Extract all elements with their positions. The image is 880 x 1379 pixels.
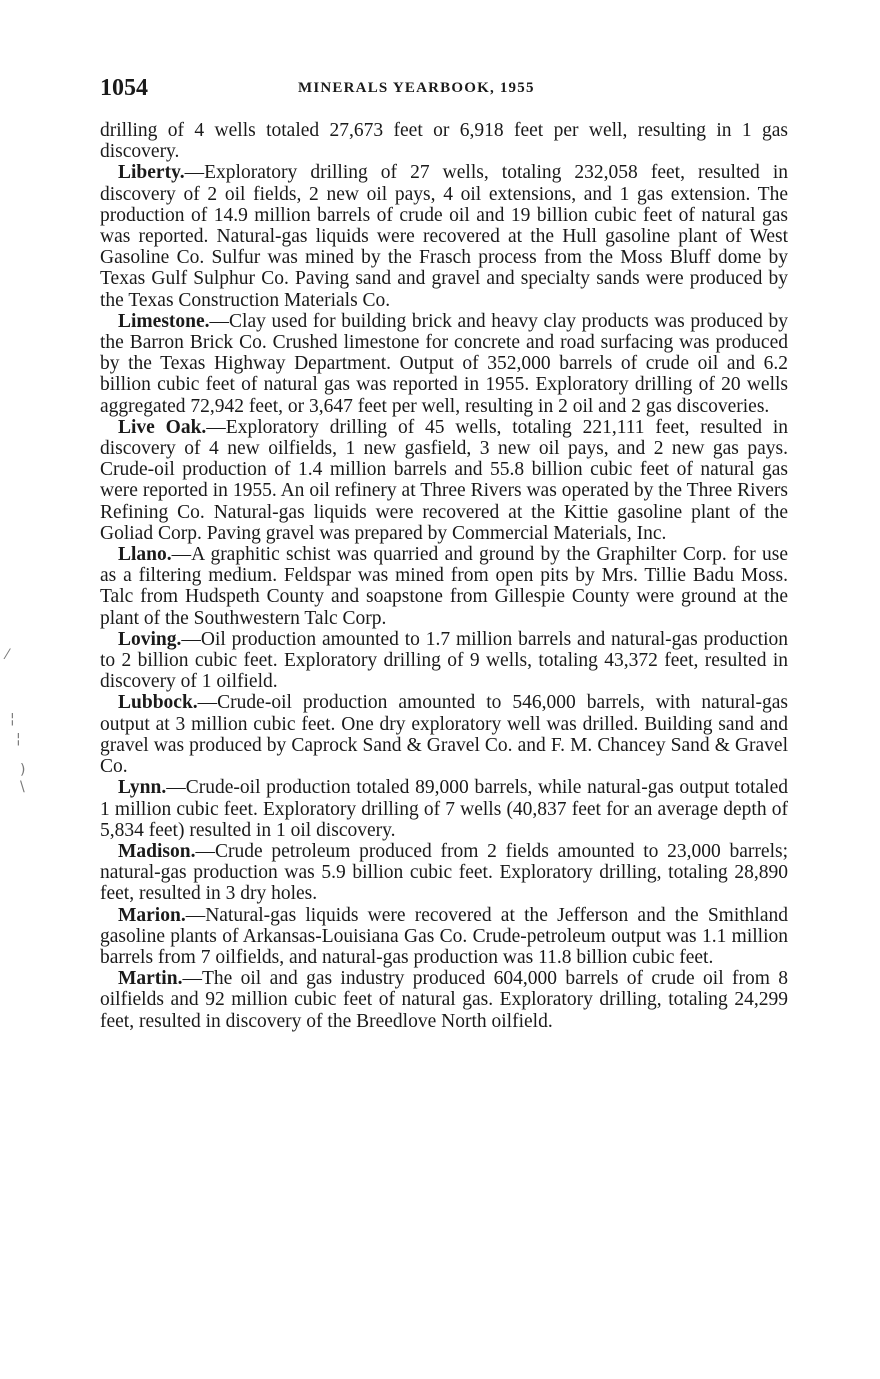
- county-entry-llano: [100, 544, 788, 629]
- county-heading: Limestone.: [118, 310, 210, 332]
- county-heading: Lubbock.: [118, 692, 198, 714]
- county-entry-live-oak: [100, 417, 788, 544]
- county-entry-loving: [100, 629, 788, 693]
- county-heading: Madison.: [118, 840, 196, 862]
- county-heading: Live Oak.: [118, 416, 207, 438]
- county-entry-lynn: [100, 777, 788, 841]
- county-text: —Oil production amounted to 1.7 million barrels and natural-gas production to 2 billion cubic feet. Exploratory drilling of 9 wells, totaling 43,372 feet, resulted in discovery of 1 oilfield.: [100, 628, 788, 693]
- continuation-paragraph: drilling of 4 wells totaled 27,673 feet or 6,918 feet per well, resulting in 1 gas discovery.: [100, 120, 788, 163]
- scan-mark: ): [20, 762, 26, 778]
- county-entry-liberty: [100, 162, 788, 310]
- county-entry-martin: [100, 968, 788, 1032]
- county-text: —A graphitic schist was quarried and ground by the Graphilter Corp. for use as a filtering medium. Feldspar was mined from open pits by Mrs. Tillie Badu Moss. Talc from Hudspeth County and soapstone from Gillespie County were ground at the plant of the Southwestern Talc Corp.: [100, 544, 788, 629]
- journal-title: MINERALS YEARBOOK, 1955: [298, 80, 535, 96]
- scan-mark: ¦: [10, 711, 15, 727]
- county-heading: Loving.: [118, 628, 182, 650]
- page-number: 1054: [100, 75, 148, 101]
- county-text: —Exploratory drilling of 45 wells, totaling 221,111 feet, resulted in discovery of 4 new oilfields, 1 new gasfield, 3 new oil pays, and 2 new gas pays. Crude-oil production of 1.4 million barrels and 55.8 billion cubic feet of natural gas were reported in 1955. An oil refinery at Three Rivers was operated by the Three Rivers Refining Co. Natural-gas liquids were recovered at the Kittie gasoline plant of the Goliad Corp. Paving gravel was prepared by Commercial Materials, Inc.: [100, 416, 788, 544]
- county-heading: Marion.: [118, 904, 186, 926]
- county-text: —Exploratory drilling of 27 wells, totaling 232,058 feet, resulted in discovery of 2 oil fields, 2 new oil pays, 4 oil extensions, and 1 gas extension. The production of 14.9 million barrels of crude oil and 19 billion cubic feet of natural gas was reported. Natural-gas liquids were recovered at the Hull gasoline plant of West Gasoline Co. Sulfur was mined by the Frasch process from the Moss Bluff dome by Texas Gulf Sulphur Co. Paving sand and gravel and specialty sands were produced by the Texas Construction Materials Co.: [100, 162, 788, 311]
- document-page: [100, 75, 788, 1032]
- county-heading: Martin.: [118, 968, 183, 990]
- county-text: —Natural-gas liquids were recovered at the Jefferson and the Smithland gasoline plants of Arkansas-Louisiana Gas Co. Crude-petroleum output was 1.1 million barrels from 7 oilfields, and natural-gas production was 11.8 billion cubic feet.: [100, 904, 788, 968]
- county-entry-marion: [100, 905, 788, 969]
- county-text: —Crude petroleum produced from 2 fields amounted to 23,000 barrels; natural-gas production was 5.9 billion cubic feet. Exploratory drilling, totaling 28,890 feet, resulted in 3 dry holes.: [100, 840, 788, 905]
- county-entry-lubbock: [100, 692, 788, 777]
- running-head: [100, 75, 788, 114]
- county-heading: Lynn.: [118, 777, 167, 799]
- county-entry-madison: [100, 841, 788, 905]
- county-text: —The oil and gas industry produced 604,000 barrels of crude oil from 8 oilfields and 92 million cubic feet of natural gas. Exploratory drilling, totaling 24,299 feet, resulted in discovery of the Breedlove North oilfield.: [100, 968, 788, 1032]
- scan-mark: ¦: [16, 731, 21, 747]
- county-text: —Clay used for building brick and heavy clay products was produced by the Barron Brick Co. Crushed limestone for concrete and road surfacing was produced by the Texas Highway Department. Output of 352,000 barrels of crude oil and 6.2 billion cubic feet of natural gas was reported in 1955. Exploratory drilling of 20 wells aggregated 72,942 feet, or 3,647 feet per well, resulting in 2 oil and 2 gas discoveries.: [100, 310, 788, 417]
- scan-mark: \: [20, 779, 25, 795]
- county-text: —Crude-oil production amounted to 546,000 barrels, with natural-gas output at 3 million cubic feet. One dry exploratory well was drilled. Building sand and gravel was produced by Caprock Sand & Gravel Co. and F. M. Chancey Sand & Gravel Co.: [100, 692, 788, 778]
- scan-mark: ⁄: [6, 647, 9, 663]
- county-entry-limestone: [100, 311, 788, 417]
- county-text: —Crude-oil production totaled 89,000 barrels, while natural-gas output totaled 1 million cubic feet. Exploratory drilling of 7 wells (40,837 feet for an average depth of 5,834 feet) resulted in 1 oil discovery.: [100, 777, 788, 841]
- county-heading: Llano.: [118, 544, 172, 566]
- county-heading: Liberty.: [118, 162, 185, 184]
